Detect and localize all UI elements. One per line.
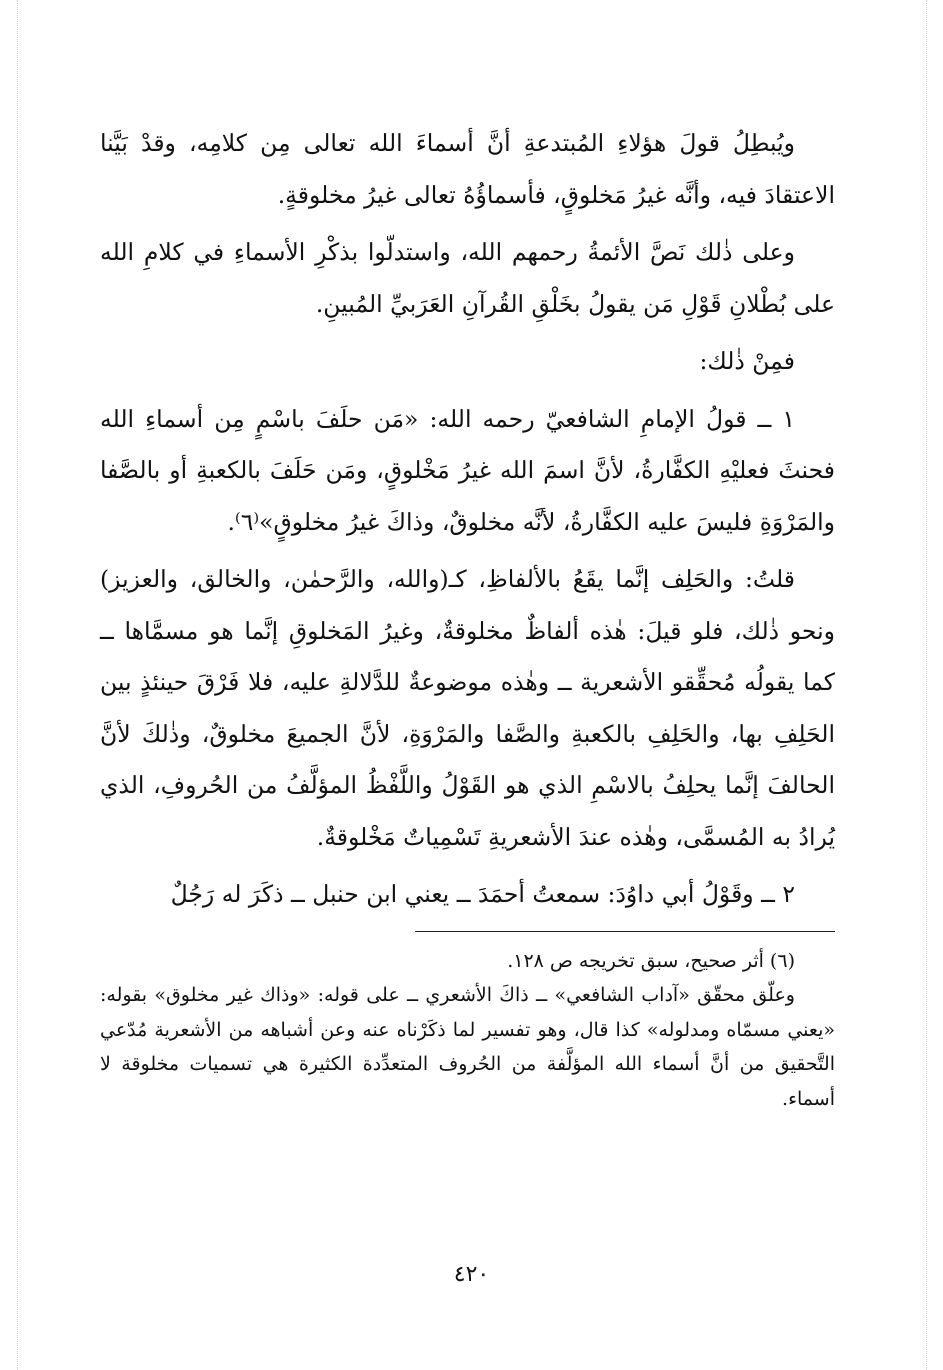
paragraph-6: ٢ ــ وقَوْلُ أبي داوُدَ: سمعتُ أحمَدَ ــ يعني ابن حنبل ــ ذكَرَ له رَجُلٌ: [170, 880, 795, 908]
paragraph-4: ١ ــ قولُ الإمامِ الشافعيّ رحمه الله: «مَن حلَفَ باسْمٍ مِن أسماءِ الله فحنثَ فعليْهِ الكفَّارةُ، لأنَّ اسمَ الله غيرُ مَخْلوقٍ، ومَن حَلَفَ بالكعبةِ أو بالصَّفا والمَرْوَةِ فليسَ عليه الكفَّارةُ، لأنَّه مخلوقٌ، وذاكَ غيرُ مخلوقٍ»⁽٦⁾.: [100, 404, 835, 536]
footnote-separator: [415, 931, 835, 932]
paragraph-5: قلتُ: والحَلِف إنَّما يقَعُ بالألفاظِ، كـ(والله، والرَّحمٰن، والخالق، والعزيز) ونحو ذٰلك، فلو قيلَ: هٰذه ألفاظٌ مخلوقةٌ، وغيرُ المَخلوقِ إنَّما هو مسمَّاها ــ كما يقولُه مُحقِّقو الأشعرية ــ وهٰذه موضوعةٌ للدَّلالةِ عليه، فلا فَرْقَ حينئذٍ بين الحَلِفِ بها، والحَلِفِ بالكعبةِ والصَّفا والمَرْوَةِ، لأنَّ الجميعَ مخلوقٌ، وذٰلكَ لأنَّ الحالفَ إنَّما يحلِفُ بالاسْمِ الذي هو القَوْلُ واللَّفْظُ المؤلَّفُ من الحُروفِ، الذي يُرادُ به المُسمَّى، وهٰذه عندَ الأشعريةِ تَسْمِياتٌ مَخْلوقةٌ.: [100, 565, 835, 851]
footnote-1: (٦) أثر صحيح، سبق تخريجه ص ١٢٨.: [507, 949, 795, 972]
paragraph-2: وعلى ذٰلك نَصَّ الأئمةُ رحمهم الله، واستدلّوا بذكْرِ الأسماءِ في كلامِ الله على بُطْلانِ قَوْلِ مَن يقولُ بخَلْقِ القُرآنِ العَرَبيِّ المُبينِ.: [100, 238, 835, 318]
paragraph-3: فمِنْ ذٰلك:: [699, 347, 795, 375]
paragraph-1: ويُبطِلُ قولَ هؤلاءِ المُبتدعةِ أنَّ أسماءَ الله تعالى مِن كلامِه، وقدْ بَيَّنا الاعتقادَ فيه، وأنَّه غيرُ مَخلوقٍ، فأسماؤُهُ تعالى غيرُ مخلوقةٍ.: [100, 129, 835, 209]
page-body: [100, 118, 835, 1116]
scan-border-right: [926, 0, 927, 1370]
footnote-2: وعلّق محقّق «آداب الشافعي» ــ ذاكَ الأشعري ــ على قوله: «وذاك غير مخلوق» بقوله: «يعني مسمّاه ومدلوله» كذا قال، وهو تفسير لما ذكَرْناه عنه وعن أشباهه من الأشعرية مُدّعي التَّحقيق من أنَّ أسماء الله المؤلَّفة من الحُروف المتعدِّدة الكثيرة هي تسميات مخلوقة لا أسماء.: [100, 984, 835, 1110]
page-number: ٤٢٠: [453, 1262, 490, 1287]
scan-border-left: [17, 0, 18, 1370]
